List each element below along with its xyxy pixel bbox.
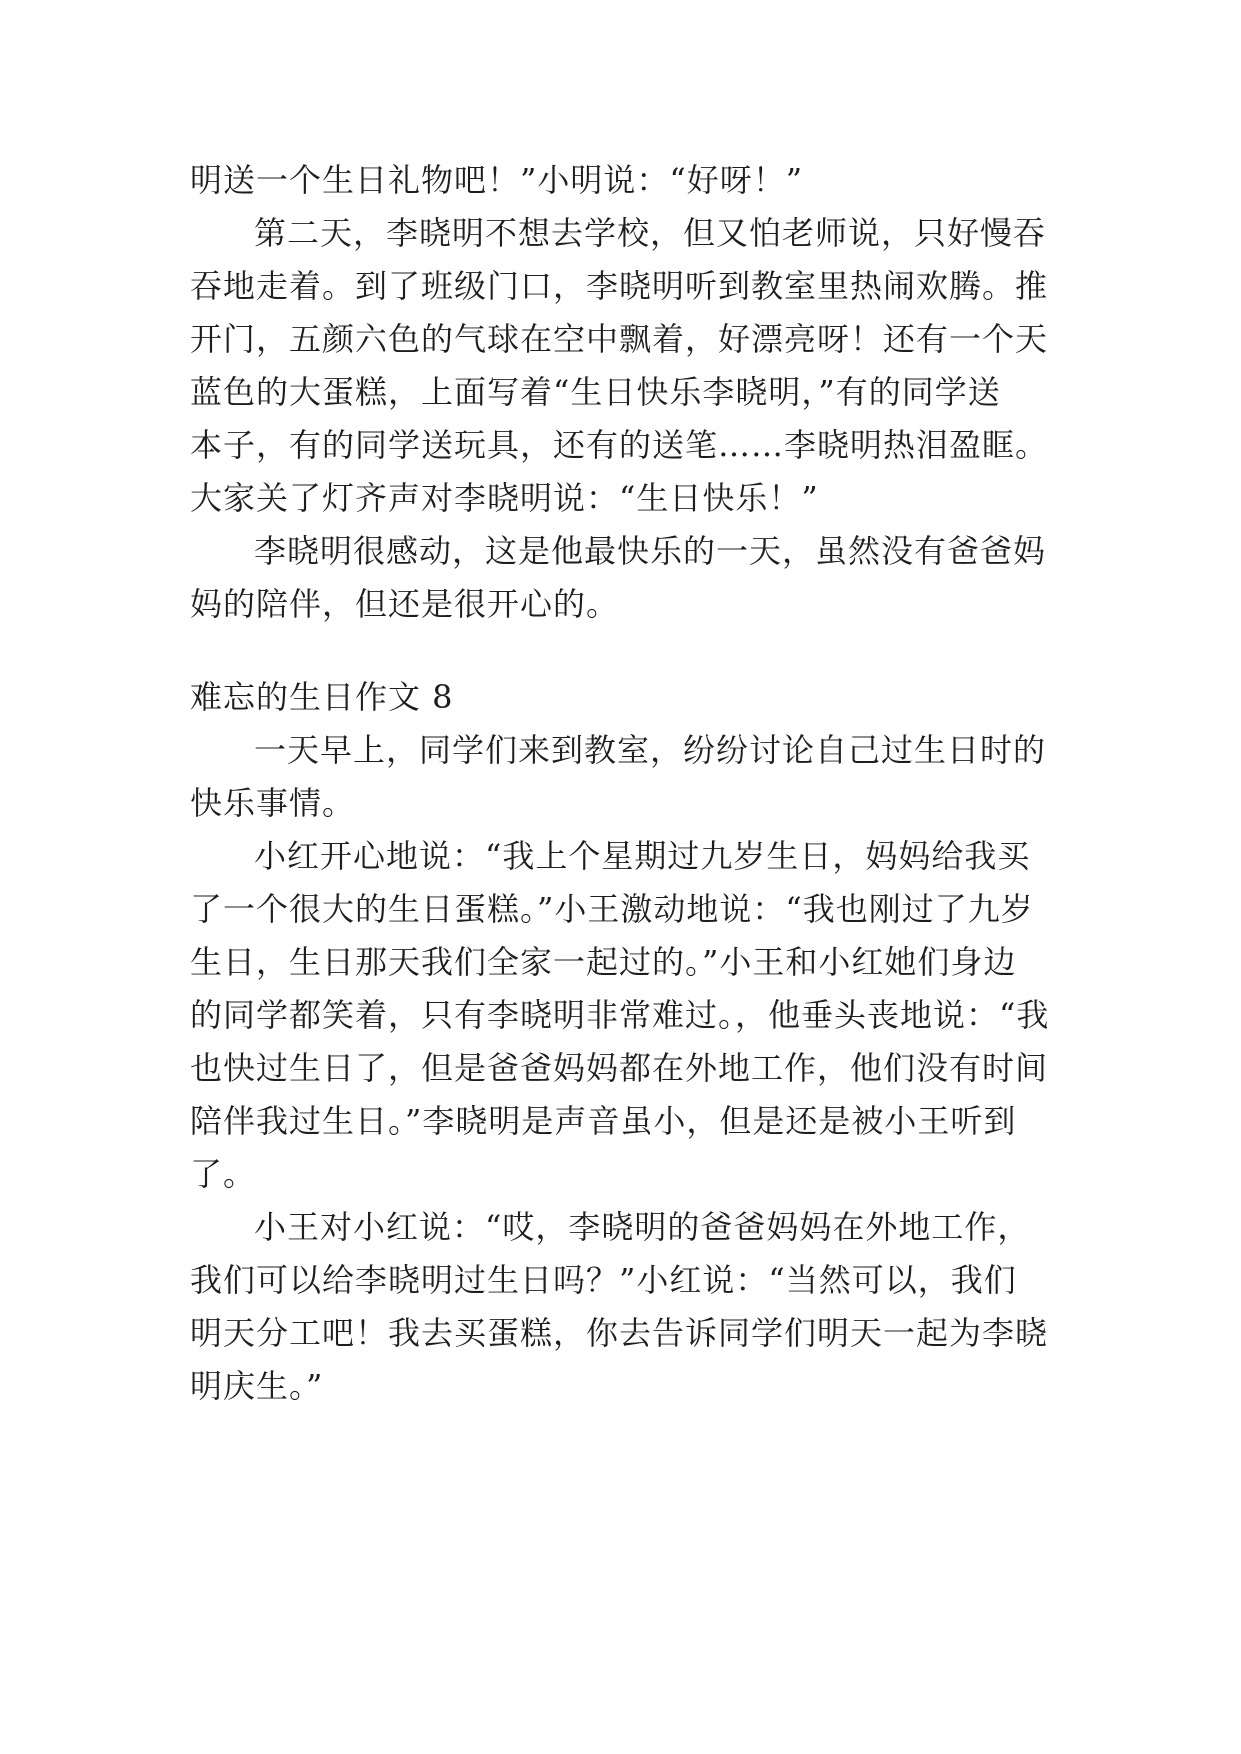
text-line: 也快过生日了，但是爸爸妈妈都在外地工作，他们没有时间 [190, 1049, 1049, 1087]
text-line: 蓝色的大蛋糕，上面写着“生日快乐李晓明，”有的同学送 [190, 373, 1001, 411]
text-line: 吞地走着。到了班级门口，李晓明听到教室里热闹欢腾。推 [190, 267, 1049, 305]
text-line: 明送一个生日礼物吧！”小明说：“好呀！” [190, 161, 804, 199]
text-line: 陪伴我过生日。”李晓明是声音虽小，但是还是被小王听到 [190, 1102, 1017, 1140]
text-line: 了。 [190, 1155, 257, 1193]
text-line: 开门，五颜六色的气球在空中飘着，好漂亮呀！还有一个天 [190, 320, 1049, 358]
paragraph-start-line: 一天早上，同学们来到教室，纷纷讨论自己过生日时的 [254, 731, 1047, 769]
text-line: 明庆生。” [190, 1367, 324, 1405]
text-line: 快乐事情。 [190, 784, 356, 822]
paragraph-start-line: 李晓明很感动，这是他最快乐的一天，虽然没有爸爸妈 [254, 532, 1047, 570]
text-line: 我们可以给李晓明过生日吗？”小红说：“当然可以，我们 [190, 1261, 1017, 1299]
text-line: 妈的陪伴，但还是很开心的。 [190, 585, 620, 623]
text-line: 大家关了灯齐声对李晓明说：“生日快乐！” [190, 479, 819, 517]
text-line: 了一个很大的生日蛋糕。”小王激动地说：“我也刚过了九岁 [190, 890, 1034, 928]
paragraph-start-line: 小红开心地说：“我上个星期过九岁生日，妈妈给我买 [254, 837, 1031, 875]
paragraph-start-line: 小王对小红说：“哎，李晓明的爸爸妈妈在外地工作， [254, 1208, 1031, 1246]
text-line: 的同学都笑着，只有李晓明非常难过。，他垂头丧地说：“我 [190, 996, 1050, 1034]
paragraph-start-line: 第二天，李晓明不想去学校，但又怕老师说，只好慢吞 [254, 214, 1047, 252]
text-line: 明天分工吧！我去买蛋糕，你去告诉同学们明天一起为李晓 [190, 1314, 1049, 1352]
text-line: 生日，生日那天我们全家一起过的。”小王和小红她们身边 [190, 943, 1017, 981]
section-heading: 难忘的生日作文 8 [190, 678, 454, 716]
text-line: 本子，有的同学送玩具，还有的送笔……李晓明热泪盈眶。 [190, 426, 1049, 464]
